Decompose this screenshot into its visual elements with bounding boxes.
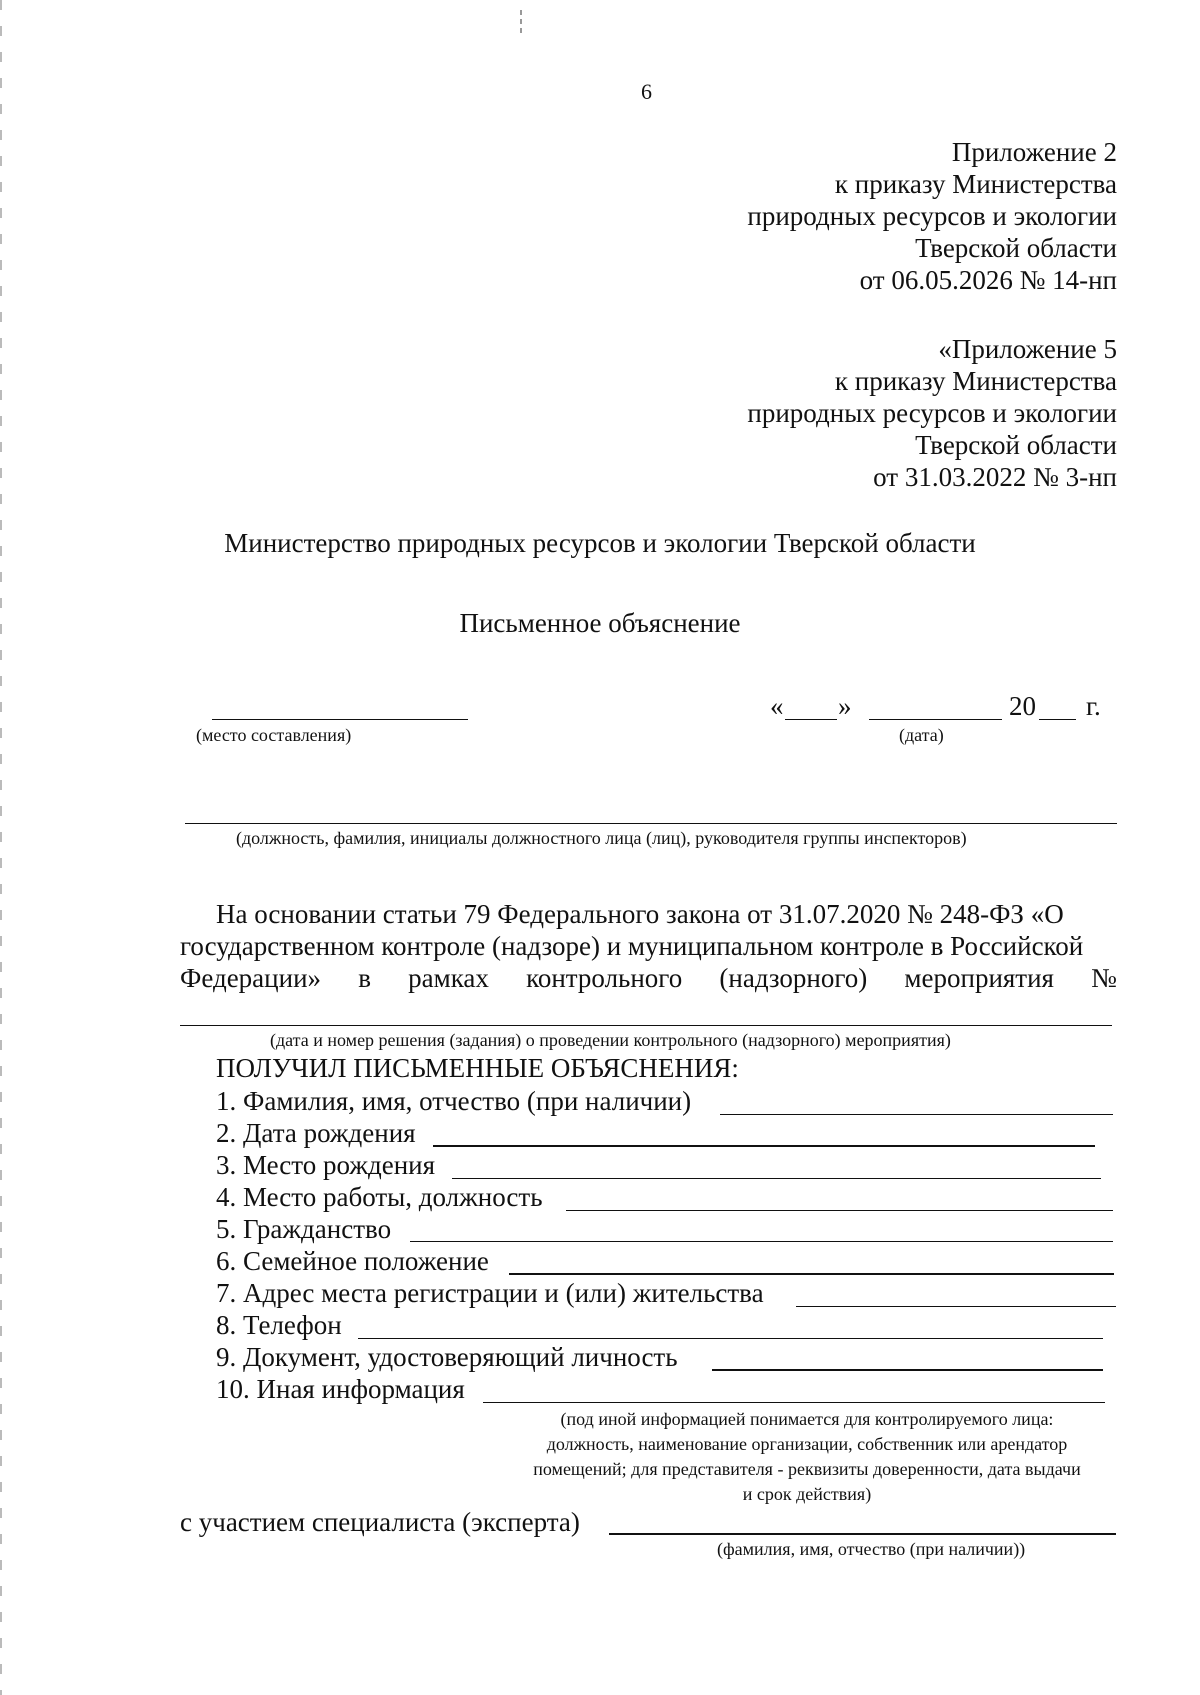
appendix2-line5: от 31.03.2022 № 3-нп xyxy=(873,462,1117,492)
other-info-note-line3: помещений; для представителя - реквизиты доверенности, дата выдачи xyxy=(533,1459,1081,1479)
official-caption: (должность, фамилия, инициалы должностного лица (лиц), руководителя группы инспекторов) xyxy=(236,828,967,848)
basis-word: контрольного xyxy=(526,963,683,993)
month-line xyxy=(869,719,1002,720)
place-caption: (место составления) xyxy=(196,725,352,745)
field-line-5[interactable] xyxy=(410,1241,1113,1242)
field-label-2: 2. Дата рождения xyxy=(216,1118,416,1148)
official-line xyxy=(185,823,1117,824)
ministry-title: Министерство природных ресурсов и экологии Тверской области xyxy=(224,528,976,558)
appendix2-line4: Тверской области xyxy=(915,430,1117,460)
field-label-8: 8. Телефон xyxy=(216,1310,342,1340)
basis-line2: государственном контроле (надзоре) и муниципальном контроле в Российской xyxy=(180,931,1084,961)
field-line-9[interactable] xyxy=(712,1369,1103,1371)
basis-word: мероприятия xyxy=(904,963,1054,993)
field-label-3: 3. Место рождения xyxy=(216,1150,436,1180)
basis-line3 xyxy=(180,962,1117,994)
specialist-label: с участием специалиста (эксперта) xyxy=(180,1507,580,1537)
field-line-10[interactable] xyxy=(483,1402,1105,1403)
scan-edge-mark xyxy=(0,0,2,1695)
field-line-3[interactable] xyxy=(452,1178,1101,1179)
basis-word: (надзорного) xyxy=(719,963,868,993)
basis-word: Федерации» xyxy=(180,963,322,993)
year-line xyxy=(1039,719,1076,720)
field-line-7[interactable] xyxy=(796,1306,1116,1307)
date-caption: (дата) xyxy=(899,725,944,745)
appendix2-line3: природных ресурсов и экологии xyxy=(747,398,1117,428)
quote-close: » xyxy=(838,691,852,721)
document-title: Письменное объяснение xyxy=(459,608,741,638)
field-label-7: 7. Адрес места регистрации и (или) жительства xyxy=(216,1278,764,1308)
basis-word: № xyxy=(1091,963,1117,993)
appendix2-line2: к приказу Министерства xyxy=(834,366,1117,396)
field-line-2[interactable] xyxy=(433,1145,1095,1147)
basis-word: в xyxy=(358,963,371,993)
field-label-1: 1. Фамилия, имя, отчество (при наличии) xyxy=(216,1086,692,1116)
quote-open: « xyxy=(770,691,784,721)
decision-line xyxy=(180,1025,1112,1026)
scan-top-mark xyxy=(520,10,522,34)
day-line xyxy=(785,719,837,720)
appendix1-line2: к приказу Министерства xyxy=(834,169,1117,199)
appendix2-line1: «Приложение 5 xyxy=(938,334,1117,364)
year-suffix: г. xyxy=(1086,691,1101,721)
place-line xyxy=(212,719,468,720)
basis-word: рамках xyxy=(408,963,489,993)
decision-caption: (дата и номер решения (задания) о проведении контрольного (надзорного) мероприятия) xyxy=(270,1030,951,1050)
field-label-6: 6. Семейное положение xyxy=(216,1246,489,1276)
field-line-1[interactable] xyxy=(720,1114,1113,1115)
specialist-caption: (фамилия, имя, отчество (при наличии)) xyxy=(717,1539,1026,1559)
other-info-note-line1: (под иной информацией понимается для контролируемого лица: xyxy=(560,1409,1054,1429)
field-line-4[interactable] xyxy=(566,1210,1113,1211)
appendix1-line1: Приложение 2 xyxy=(951,137,1117,167)
field-label-9: 9. Документ, удостоверяющий личность xyxy=(216,1342,678,1372)
other-info-note-line2: должность, наименование организации, собственник или арендатор xyxy=(546,1434,1068,1454)
field-line-6[interactable] xyxy=(509,1273,1114,1275)
field-label-10: 10. Иная информация xyxy=(216,1374,465,1404)
appendix1-line5: от 06.05.2026 № 14-нп xyxy=(859,265,1117,295)
year-prefix: 20 xyxy=(1009,691,1036,721)
appendix1-line3: природных ресурсов и экологии xyxy=(747,201,1117,231)
basis-line1: На основании статьи 79 Федерального закона от 31.07.2020 № 248-ФЗ «О xyxy=(216,899,1064,929)
appendix1-line4: Тверской области xyxy=(915,233,1117,263)
field-line-8[interactable] xyxy=(358,1338,1103,1339)
page-number: 6 xyxy=(641,79,652,104)
field-label-4: 4. Место работы, должность xyxy=(216,1182,543,1212)
other-info-note-line4: и срок действия) xyxy=(742,1484,872,1504)
received-heading: ПОЛУЧИЛ ПИСЬМЕННЫЕ ОБЪЯСНЕНИЯ: xyxy=(216,1053,739,1083)
specialist-line[interactable] xyxy=(609,1533,1116,1535)
field-label-5: 5. Гражданство xyxy=(216,1214,392,1244)
